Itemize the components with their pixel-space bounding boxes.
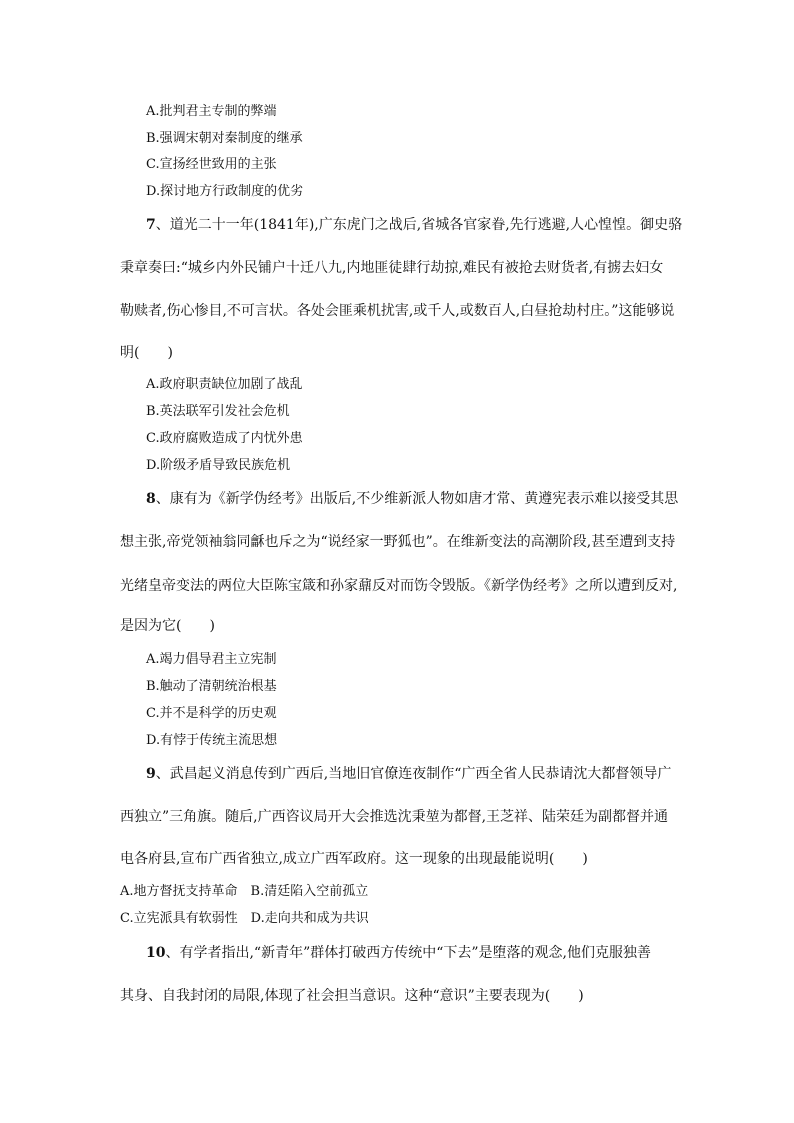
q10-stem-line: 10、有学者指出,“新青年”群体打破西方传统中“下去”是堕落的观念,他们克服独善 [146, 945, 652, 961]
q6-option-a: A.批判君主专制的弊端 [146, 104, 277, 119]
q10-stem-line: 其身、自我封闭的局限,体现了社会担当意识。这种“意识”主要表现为( ) [120, 988, 584, 1004]
q8-stem-line: 光绪皇帝变法的两位大臣陈宝箴和孙家鼐反对而饬令毁版。《新学伪经考》之所以遭到反对, [120, 578, 678, 594]
q7-option-d: D.阶级矛盾导致民族危机 [146, 458, 291, 473]
q8-option-c: C.并不是科学的历史观 [146, 706, 277, 721]
q9-options-row-2: C.立宪派具有软弱性 D.走向共和成为共识 [120, 911, 369, 926]
q7-number: 7 [146, 217, 156, 233]
q9-options-row-1: A.地方督抚支持革命 B.清廷陷入空前孤立 [120, 884, 369, 899]
q9-number: 9 [146, 766, 156, 782]
q7-option-c: C.政府腐败造成了内忧外患 [146, 431, 303, 446]
q7-stem-line: 秉章奏曰:“城乡内外民铺户十迁八九,内地匪徒肆行劫掠,难民有被抢去财货者,有掳去妇女 [120, 260, 664, 276]
q8-stem-line: 是因为它( ) [120, 618, 215, 634]
q9-stem-line: 9、武昌起义消息传到广西后,当地旧官僚连夜制作“广西全省人民恭请沈大都督领导广 [146, 766, 672, 782]
q8-option-b: B.触动了清朝统治根基 [146, 679, 277, 694]
q7-option-b: B.英法联军引发社会危机 [146, 404, 290, 419]
q7-stem-line: 7、道光二十一年(1841年),广东虎门之战后,省城各官家眷,先行逃避,人心惶惶。御史骆 [146, 217, 683, 233]
q10-number: 10 [146, 945, 166, 961]
q9-stem-line: 西独立”三角旗。随后,广西咨议局开大会推选沈秉堃为都督,王芝祥、陆荣廷为副都督并通 [120, 809, 669, 825]
q8-stem-line: 8、康有为《新学伪经考》出版后,不少维新派人物如唐才常、黄遵宪表示难以接受其思 [146, 491, 679, 507]
q8-number: 8 [146, 491, 156, 507]
q6-option-b: B.强调宋朝对秦制度的继承 [146, 131, 303, 146]
q6-option-d: D.探讨地方行政制度的优劣 [146, 184, 304, 199]
q8-option-a: A.竭力倡导君主立宪制 [146, 652, 277, 667]
q8-option-d: D.有悖于传统主流思想 [146, 733, 278, 748]
q7-option-a: A.政府职责缺位加剧了战乱 [146, 377, 303, 392]
q6-option-c: C.宣扬经世致用的主张 [146, 157, 277, 172]
q7-stem-line: 勒赎者,伤心惨目,不可言状。各处会匪乘机扰害,或千人,或数百人,白昼抢劫村庄。”这能够说 [120, 303, 675, 319]
q8-stem-line: 想主张,帝党领袖翁同龢也斥之为“说经家一野狐也”。在维新变法的高潮阶段,甚至遭到支持 [120, 534, 676, 550]
q7-stem-line: 明( ) [120, 345, 173, 361]
q9-stem-line: 电各府县,宣布广西省独立,成立广西军政府。这一现象的出现最能说明( ) [120, 851, 588, 867]
